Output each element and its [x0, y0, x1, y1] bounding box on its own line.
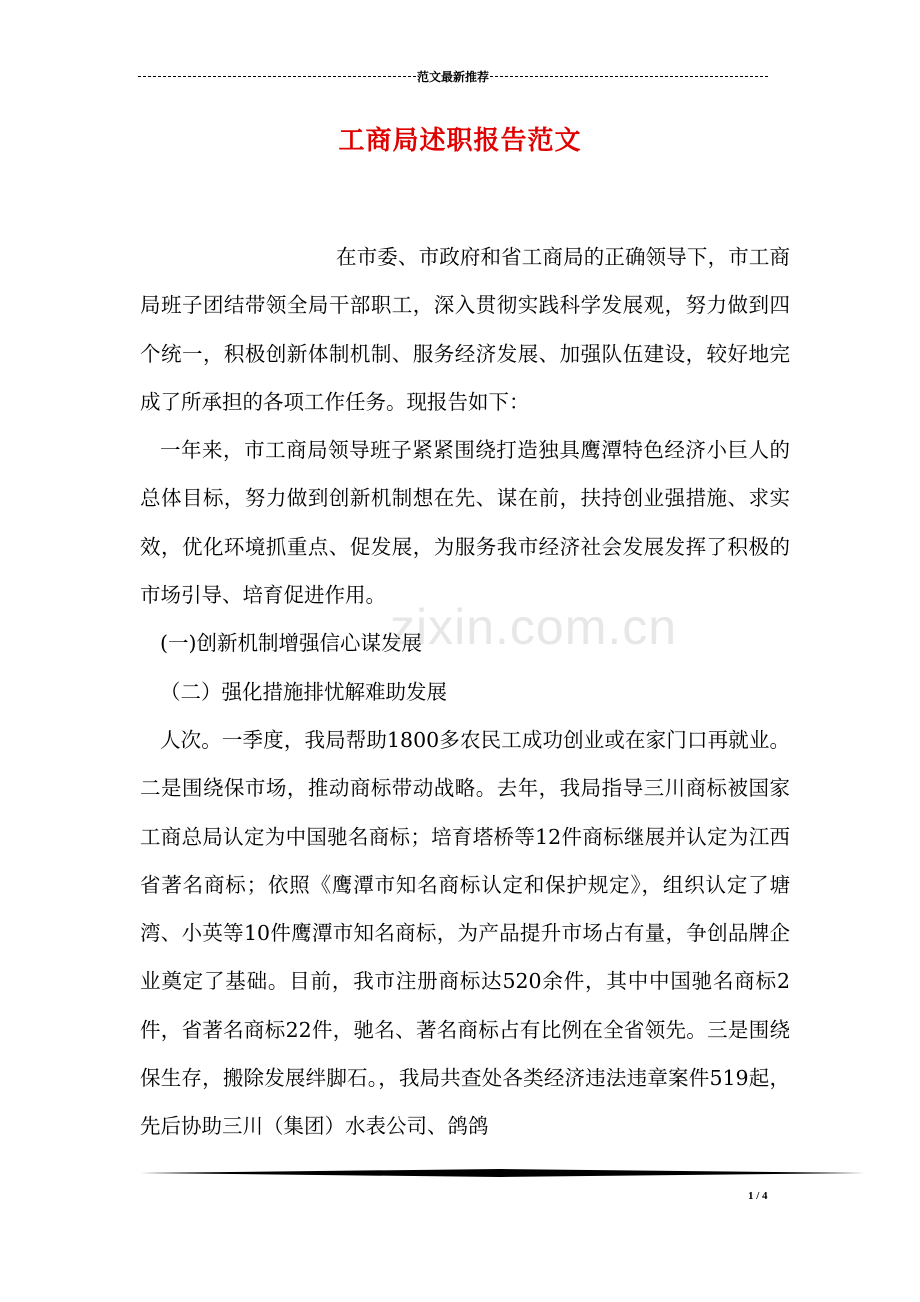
header-label: 范文最新推荐	[417, 69, 490, 84]
watermark: zixin.com.cn	[390, 599, 678, 655]
section-heading-2: （二）强化措施排忧解难助发展	[160, 679, 447, 704]
page-number: 1 / 4	[748, 1190, 768, 1202]
paragraph-summary: 一年来，市工商局领导班子紧紧围绕打造独具鹰潭特色经济小巨人的总体目标，努力做到创新机制想在先、谋在前，扶持创业强措施、求实效，优化环境抓重点、促发展，为服务我市经济社会发展发挥了积极的市场引导、培育促进作用。	[140, 438, 790, 608]
footer-rule	[140, 1168, 865, 1178]
section-heading-1: (一)创新机制增强信心谋发展	[160, 631, 422, 656]
header-dash-right	[490, 76, 768, 77]
paragraph-details: 人次。一季度，我局帮助1800多农民工成功创业或在家门口再就业。二是围绕保市场，推动商标带动战略。去年，我局指导三川商标被国家工商总局认定为中国驰名商标；培育塔桥等12件商标继展并认定为江西省著名商标；依照《鹰潭市知名商标认定和保护规定》，组织认定了塘湾、小英等10件鹰潭市知名商标，为产品提升市场占有量，争创品牌企业奠定了基础。目前，我市注册商标达520余件，其中中国驰名商标2件，省著名商标22件，驰名、著名商标占有比例在全省领先。三是围绕保生存，搬除发展绊脚石。，我局共查处各类经济违法违章案件519起，先后协助三川（集团）水表公司、鸽鸽	[140, 727, 790, 1139]
document-body	[140, 233, 790, 1151]
document-title: 工商局述职报告范文	[338, 126, 582, 156]
page-header	[138, 66, 768, 86]
paragraph-intro: 在市委、市政府和省工商局的正确领导下，市工商局班子团结带领全局干部职工，深入贯彻实践科学发展观，努力做到四个统一，积极创新体制机制、服务经济发展、加强队伍建设，较好地完成了所承担的各项工作任务。现报告如下：	[140, 245, 790, 414]
header-dash-left	[138, 76, 416, 77]
